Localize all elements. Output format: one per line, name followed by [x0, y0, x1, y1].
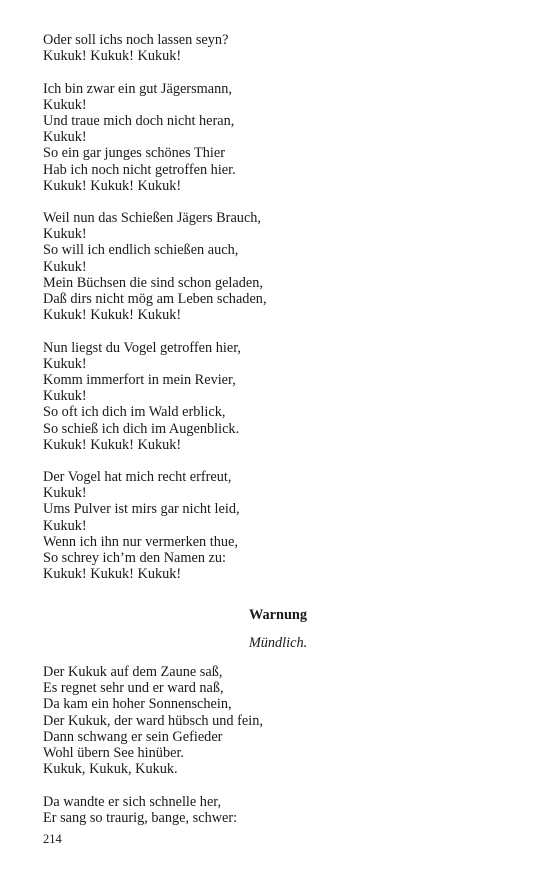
first-poem [43, 32, 513, 582]
verse-line: Kukuk! Kukuk! Kukuk! [43, 436, 182, 453]
verse-line: Wohl übern See hinüber. [43, 744, 184, 761]
verse-line: Und traue mich doch nicht heran, [43, 112, 235, 129]
verse-line: So oft ich dich im Wald erblick, [43, 404, 226, 421]
stanza [43, 81, 513, 194]
stanza [43, 210, 513, 323]
stanza [43, 340, 513, 453]
verse-line: Kukuk! Kukuk! Kukuk! [43, 566, 182, 583]
verse-line: So ein gar junges schönes Thier [43, 145, 225, 162]
verse-line: Dann schwang er sein Gefieder [43, 728, 223, 745]
verse-line: Kukuk! [43, 226, 87, 243]
stanza [43, 794, 513, 826]
verse-line: Ich bin zwar ein gut Jägersmann, [43, 80, 232, 97]
verse-line: Kukuk! [43, 258, 87, 275]
verse-line: Kukuk! Kukuk! Kukuk! [43, 177, 182, 194]
verse-line: Kukuk! [43, 129, 87, 146]
verse-line: Wenn ich ihn nur vermerken thue, [43, 533, 238, 550]
page-number: 214 [43, 832, 62, 846]
verse-line: Der Kukuk, der ward hübsch und fein, [43, 712, 263, 729]
poem-title: Warnung [248, 607, 307, 623]
verse-line: Ums Pulver ist mirs gar nicht leid, [43, 501, 240, 518]
stanza [43, 469, 513, 582]
verse-line: Da kam ein hoher Sonnenschein, [43, 696, 232, 713]
verse-line: Es regnet sehr und er ward naß, [43, 680, 224, 697]
verse-line: Kukuk! [43, 355, 87, 372]
verse-line: Hab ich noch nicht getroffen hier. [43, 161, 236, 178]
verse-line: Der Vogel hat mich recht erfreut, [43, 469, 232, 486]
second-poem [43, 664, 513, 842]
poem-heading [43, 607, 513, 651]
verse-line: Kukuk! [43, 96, 87, 113]
verse-line: Weil nun das Schießen Jägers Brauch, [43, 210, 262, 227]
verse-line: Kukuk! Kukuk! Kukuk! [43, 48, 182, 65]
verse-line: Er sang so traurig, bange, schwer: [43, 809, 238, 826]
verse-line: Komm immerfort in mein Revier, [43, 371, 236, 388]
verse-line: Kukuk! [43, 388, 87, 405]
stanza [43, 664, 513, 777]
verse-line: Nun liegst du Vogel getroffen hier, [43, 339, 241, 356]
verse-line: Da wandte er sich schnelle her, [43, 793, 222, 810]
verse-line: Kukuk! Kukuk! Kukuk! [43, 307, 182, 324]
verse-line: So will ich endlich schießen auch, [43, 242, 239, 259]
page-content [43, 32, 513, 826]
verse-line: So schieß ich dich im Augenblick. [43, 420, 240, 437]
stanza [43, 32, 513, 64]
verse-line: Oder soll ichs noch lassen seyn? [43, 32, 229, 48]
verse-line: Der Kukuk auf dem Zaune saß, [43, 664, 223, 680]
verse-line: Kukuk! [43, 485, 87, 502]
verse-line: So schrey ich’m den Namen zu: [43, 550, 227, 566]
verse-line: Kukuk! [43, 517, 87, 534]
verse-line: Daß dirs nicht mög am Leben schaden, [43, 291, 267, 307]
verse-line: Mein Büchsen die sind schon geladen, [43, 274, 263, 291]
verse-line: Kukuk, Kukuk, Kukuk. [43, 761, 178, 778]
poem-subtitle: Mündlich. [248, 635, 308, 652]
